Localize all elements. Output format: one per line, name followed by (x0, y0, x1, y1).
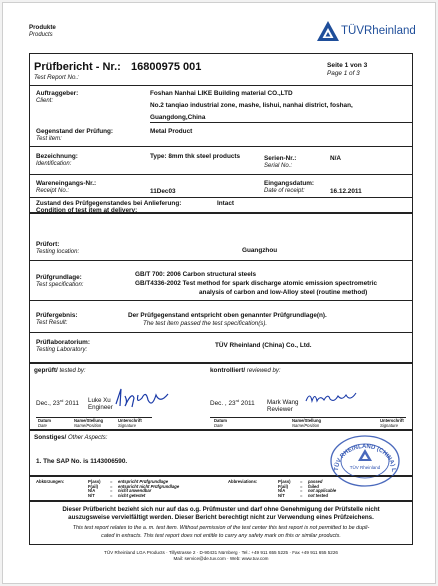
notice-de-line1: Dieser Prüfbericht bezieht sich nur auf das o.g. Prüfmuster und darf ohne Genehmigung der Prüfstelle nicht (62, 506, 380, 513)
location-label: Prüfort: (36, 241, 60, 248)
report-info-box (29, 53, 413, 213)
laboratory-value: TÜV Rheinland (China) Co., Ltd. (215, 342, 312, 349)
notice-en-line2: cated in extracts. This test report does not entitle to carry any safety mark on this or similar products. (101, 533, 341, 539)
test-item-label-en: Test item: (36, 136, 62, 142)
receipt-label-en: Receipt No.: (36, 188, 70, 194)
reviewed-by-label: kontrolliert/ reviewed by: (210, 367, 281, 374)
col-name: Name/Stellung (74, 418, 104, 423)
specification-line2: GB/T4336-2002 Test method for spark discharge atomic emission spectrometric (135, 280, 378, 287)
divider (30, 85, 412, 86)
client-address-line1: No.2 tanqiao industrial zone, mashe, lishui, nanhai district, foshan, (150, 102, 353, 109)
col-date: Date (214, 423, 223, 428)
footer-address: TÜV Rheinland LGA Products · Tillystrasse 2 · D-90431 Nürnberg · Tel.: +49 911 655 5225 · Fax +49 911 655 5226 (104, 550, 338, 555)
tester-name: Luke Xu (88, 397, 111, 404)
divider (30, 260, 412, 261)
report-number: 16800975 001 (131, 61, 202, 73)
abbreviation-row: F(ail) = failed (278, 483, 319, 489)
abbreviation-row: P(ass) = entspricht Prüfgrundlage (88, 479, 169, 484)
specification-line1: GB/T 700: 2006 Carbon structural steels (135, 271, 257, 278)
divider (30, 197, 412, 198)
serial-label-en: Serial No.: (264, 163, 293, 169)
header-produkte: Produkte (29, 24, 56, 31)
test-report-page (2, 2, 436, 584)
col-date: Date (38, 423, 47, 428)
report-number-label: Prüfbericht - Nr.: (34, 61, 121, 73)
receipt-date-label: Eingangsdatum: (264, 180, 315, 187)
svg-text:TÜV RHEINLAND (CHINA) LTD: TÜV RHEINLAND (CHINA) L (333, 443, 397, 472)
receipt-date-value: 16.12.2011 (330, 188, 362, 195)
abbreviations-box (29, 476, 413, 501)
location-label-en: Testing location: (36, 249, 80, 255)
tester-role: Engineer (88, 404, 113, 411)
identification-value: Type: 8mm thk steel products (150, 153, 241, 160)
reviewer-name: Mark Wang (267, 399, 299, 406)
abbreviation-row: N/T = nicht getestet (88, 492, 146, 498)
client-underline (150, 122, 412, 123)
client-label: Auftraggeber: (36, 90, 79, 97)
abbr-label-de: Abkürzungen: (36, 479, 65, 484)
col-signature-en: Signature (380, 423, 398, 428)
specification-line3: analysis of carbon and low-Alloy steel (routine method) (199, 289, 368, 296)
identification-label-en: Identification: (36, 161, 72, 167)
col-position: Name/Position (74, 423, 102, 428)
reviewed-date: Dec. , 23rd 2011 (210, 398, 255, 408)
client-address-line2: Guangdong,China (150, 114, 206, 121)
abbreviation-row: P(ass) = passed (278, 479, 323, 484)
receipt-label: Wareneingangs-Nr.: (36, 180, 97, 187)
location-value: Guangzhou (242, 247, 278, 254)
abbreviation-row: F(ail) = entspricht nicht Prüfgrundlage (88, 483, 180, 489)
divider (30, 300, 412, 301)
identification-label: Bezeichnung: (36, 153, 78, 160)
abbreviation-row: N/A = nicht anwendbar (88, 488, 152, 494)
specification-label: Prüfgrundlage: (36, 274, 82, 281)
col-signature-en: Signature (118, 423, 136, 428)
abbreviation-row: N/A = not applicable (278, 488, 337, 494)
condition-label: Zustand des Prüfgegenstandes bei Anlieferung: (36, 200, 182, 207)
condition-value: Intact (217, 200, 235, 207)
sap-number: 1. The SAP No. is 1143006590. (36, 458, 128, 465)
col-position: Name/Position (292, 423, 320, 428)
header-products: Products (29, 32, 53, 38)
svg-text:TÜV Rheinland: TÜV Rheinland (349, 465, 381, 470)
tested-date: Dec., 23rd 2011 (36, 398, 79, 408)
divider (30, 146, 412, 147)
divider (30, 332, 412, 333)
abbr-label-en: Abbreviations: (228, 479, 258, 484)
result-label-en: Test Result: (36, 320, 68, 326)
client-label-en: Client: (36, 98, 54, 104)
condition-label-en: Condition of test item at delivery: (36, 207, 138, 214)
reviewer-signature (304, 389, 358, 410)
brand-name: TÜVRheinland (341, 25, 416, 37)
tester-signature (112, 386, 174, 413)
abbreviation-row: N/T = not tested (278, 492, 329, 498)
report-number-label-en: Test Report No.: (34, 74, 79, 81)
receipt-date-label-en: Date of receipt: (264, 188, 305, 194)
page-indicator-en: Page 1 of 3 (327, 70, 360, 77)
tested-by-label: geprüft/ tested by: (34, 367, 86, 374)
result-label: Prüfergebnis: (36, 312, 78, 319)
col-signature: Unterschrift (118, 418, 142, 423)
laboratory-label: Prüflaboratorium: (36, 339, 90, 346)
signature-box (29, 363, 413, 430)
serial-label: Serien-Nr.: (264, 155, 297, 162)
result-value-en: The test item passed the test specification(s). (143, 320, 268, 327)
serial-value: N/A (330, 155, 342, 162)
specification-label-en: Test specification: (36, 282, 84, 288)
other-aspects-label: Sonstiges/ Other Aspects: (34, 434, 108, 441)
receipt-value: 11Dec03 (150, 188, 176, 195)
client-name: Foshan Nanhai LIKE Building material CO.,LTD (150, 90, 293, 97)
col-datum: Datum (38, 418, 52, 423)
col-signature: Unterschrift (380, 418, 404, 423)
notice-box (29, 501, 413, 545)
page-indicator: Seite 1 von 3 (327, 62, 368, 69)
notice-de-line2: auszugsweise vervielfältigt werden. Dieser Bericht berechtigt nicht zur Verwendung eines Prüfzeichens. (68, 514, 374, 521)
laboratory-label-en: Testing Laboratory: (36, 347, 88, 353)
tuv-logo-icon (316, 20, 340, 45)
col-name: Name/Stellung (292, 418, 322, 423)
footer-contact: Mail: service@de.tuv.com · Web: www.tuv.com (173, 556, 269, 561)
test-item-label: Gegenstand der Prüfung: (36, 128, 114, 135)
reviewer-role: Reviewer (267, 406, 293, 413)
divider (30, 174, 412, 175)
test-details-box (29, 213, 413, 363)
col-datum: Datum (214, 418, 228, 423)
test-item-value: Metal Product (150, 128, 193, 135)
result-value: Der Prüfgegenstand entspricht oben genannter Prüfgrundlage(n). (128, 312, 327, 319)
notice-en-line1: This test report relates to the a. m. test item. Without permission of the test center this test report is not permitted to be dupli- (72, 525, 370, 531)
